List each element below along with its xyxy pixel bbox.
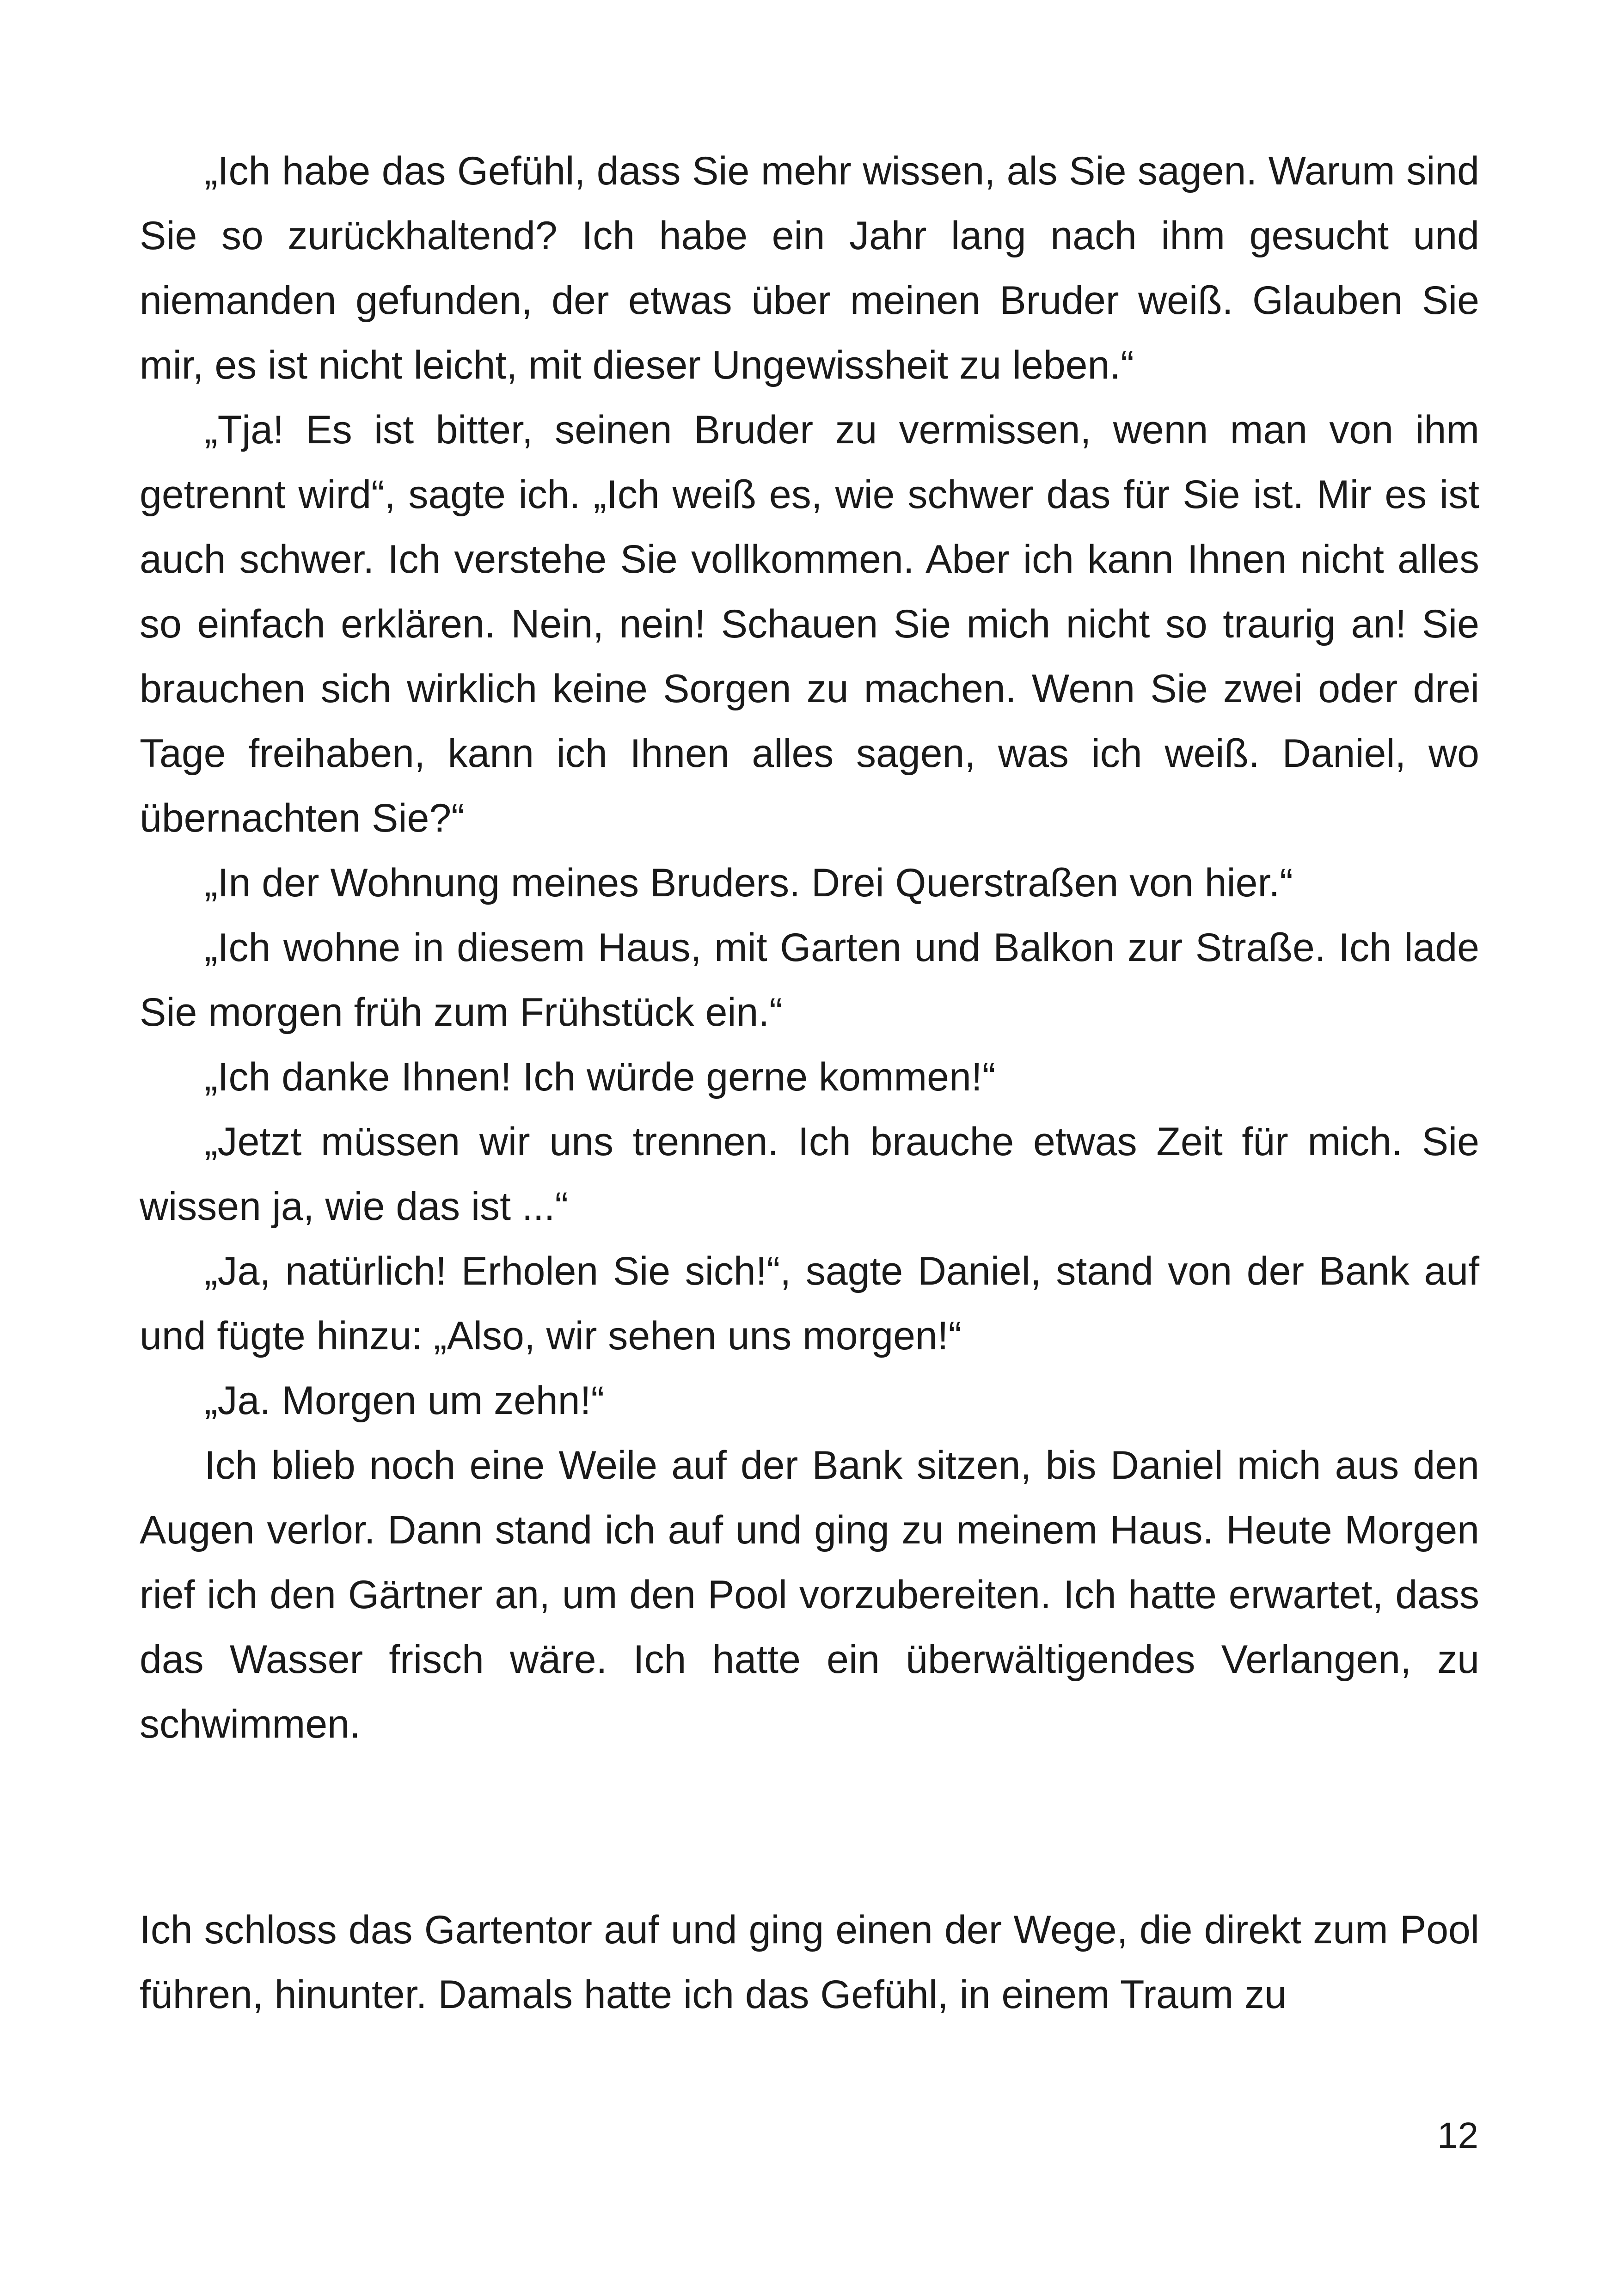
- chapter-text-block: [140, 139, 1479, 1757]
- paragraph-2: „Tja! Es ist bitter, seinen Bruder zu vermissen, wenn man von ihm getrennt wird“, sagte ich. „Ich weiß es, wie schwer das für Sie ist. Mir es ist auch schwer. Ich verstehe Sie vollkommen. Aber ich kann Ihnen nicht alles so einfach erklären. Nein, nein! Schauen Sie mich nicht so traurig an! Sie brauchen sich wirklich keine Sorgen zu machen. Wenn Sie zwei oder drei Tage freihaben, kann ich Ihnen alles sagen, was ich weiß. Daniel, wo übernachten Sie?“: [140, 408, 1479, 840]
- paragraph-3: „In der Wohnung meines Bruders. Drei Querstraßen von hier.“: [204, 861, 1293, 905]
- paragraph-4: „Ich wohne in diesem Haus, mit Garten und Balkon zur Straße. Ich lade Sie morgen früh zum Frühstück ein.“: [140, 925, 1479, 1035]
- paragraph-5: „Ich danke Ihnen! Ich würde gerne kommen!“: [204, 1055, 996, 1099]
- paragraph-8: „Ja. Morgen um zehn!“: [204, 1378, 605, 1423]
- page-number: 12: [1437, 2115, 1478, 2156]
- section-start-paragraph: Ich schloss das Gartentor auf und ging einen der Wege, die direkt zum Pool führen, hinunter. Damals hatte ich das Gefühl, in einem Traum zu: [140, 1908, 1479, 2017]
- paragraph-9: Ich blieb noch eine Weile auf der Bank sitzen, bis Daniel mich aus den Augen verlor. Dann stand ich auf und ging zu meinem Haus. Heute Morgen rief ich den Gärtner an, um den Pool vorzubereiten. Ich hatte erwartet, dass das Wasser frisch wäre. Ich hatte ein überwältigendes Verlangen, zu schwimmen.: [140, 1443, 1479, 1746]
- paragraph-1: „Ich habe das Gefühl, dass Sie mehr wissen, als Sie sagen. Warum sind Sie so zurückhaltend? Ich habe ein Jahr lang nach ihm gesucht und niemanden gefunden, der etwas über meinen Bruder weiß. Glauben Sie mir, es ist nicht leicht, mit dieser Ungewissheit zu leben.“: [140, 149, 1479, 387]
- new-section-text-block: [140, 1898, 1479, 2027]
- paragraph-6: „Jetzt müssen wir uns trennen. Ich brauche etwas Zeit für mich. Sie wissen ja, wie das ist ...“: [140, 1120, 1479, 1229]
- paragraph-7: „Ja, natürlich! Erholen Sie sich!“, sagte Daniel, stand von der Bank auf und fügte hinzu: „Also, wir sehen uns morgen!“: [140, 1249, 1479, 1358]
